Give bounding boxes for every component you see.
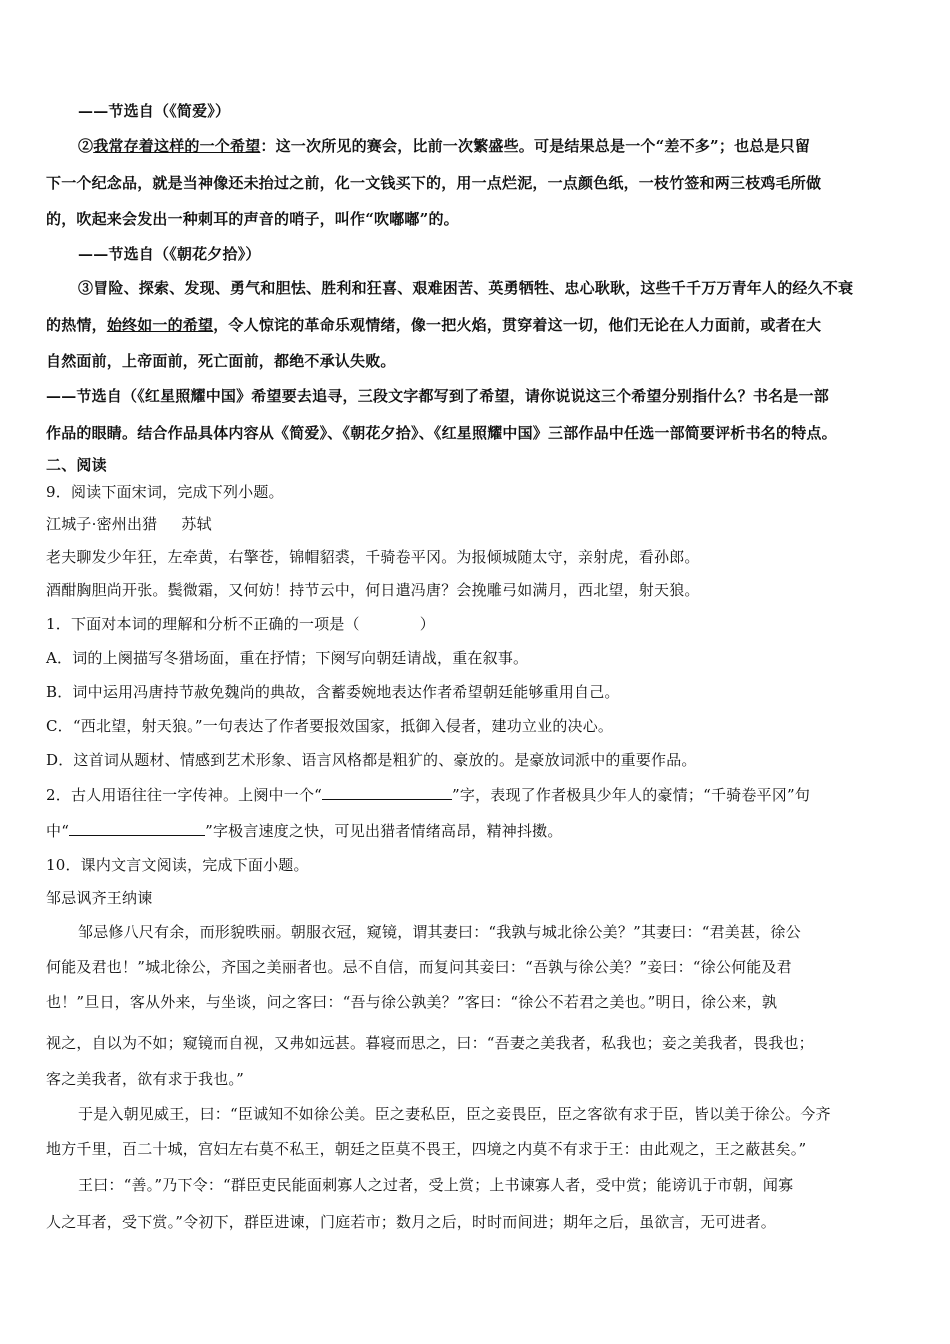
redstar-line-2-pre: 的热情， — [46, 316, 107, 334]
q10-p2-line-1: 于是入朝见威王，曰：“臣诚知不如徐公美。臣之妻私臣，臣之妾畏臣，臣之客欲有求于臣，皆以美于徐公。今齐 — [78, 1105, 831, 1123]
q10-prompt: 10．课内文言文阅读，完成下面小题。 — [46, 856, 309, 874]
q9-sub2-blank-1[interactable] — [322, 785, 452, 800]
redstar-hope-underline: 始终如一的希望 — [106, 316, 214, 334]
zhaohua-line-1-text: ：这一次所见的赛会，比前一次繁盛些。可是结果总是一个“差不多”；也总是只留 — [260, 137, 811, 155]
q10-p1-line-2: 何能及君也！”城北徐公，齐国之美丽者也。忌不自信，而复问其妾曰：“吾孰与徐公美？”妾曰：“徐公何能及君 — [46, 958, 792, 976]
q10-p1-line-3: 也！”旦日，客从外来，与坐谈，问之客曰：“吾与徐公孰美？”客曰：“徐公不若君之美也。”明日，徐公来，孰 — [46, 993, 778, 1011]
q10-p3-line-2: 人之耳者，受下赏。”令初下，群臣进谏，门庭若市；数月之后，时时而间进；期年之后，虽欲言，无可进者。 — [46, 1213, 776, 1231]
redstar-line-3: 自然面前，上帝面前，死亡面前，都绝不承认失败。 — [46, 352, 396, 370]
q10-p1-line-1: 邹忌修八尺有余，而形貌昳丽。朝服衣冠，窥镜，谓其妻曰：“我孰与城北徐公美？”其妻曰：“君美甚，徐公 — [78, 923, 801, 941]
q9-sub2-line-2 — [46, 821, 906, 841]
redstar-line-1 — [78, 278, 906, 298]
poem-title: 江城子·密州出猎 — [46, 515, 158, 533]
redstar-source-question: ——节选自（《红星照耀中国》希望要去追寻，三段文字都写到了希望，请你说说这三个希望分别指什么？书名是一部 — [46, 387, 829, 405]
q9-option-c: C．“西北望，射天狼。”一句表达了作者要报效国家，抵御入侵者，建功立业的决心。 — [46, 717, 614, 735]
jane-eyre-source: ——节选自（《简爱》） — [78, 102, 231, 120]
q10-p1-line-4: 视之，自以为不如；窥镜而自视，又弗如远甚。暮寝而思之，曰：“吾妻之美我者，私我也；妾之美我者，畏我也； — [46, 1034, 814, 1052]
q10-p1-line-5: 客之美我者，欲有求于我也。” — [46, 1070, 244, 1088]
redstar-question-line-2: 作品的眼睛。结合作品具体内容从《简爱》、《朝花夕拾》、《红星照耀中国》三部作品中任选一部简要评析书名的特点。 — [46, 424, 837, 442]
q9-sub1-text: 1．下面对本词的理解和分析不正确的一项是（ — [46, 615, 360, 633]
poem-author: 苏轼 — [181, 515, 212, 533]
q10-p3-line-1: 王曰：“善。”乃下令：“群臣吏民能面刺寡人之过者，受上赏；上书谏寡人者，受中赏；能谤讥于市朝，闻寡 — [78, 1176, 794, 1194]
q9-sub2-line-1 — [46, 785, 906, 805]
section-heading-reading: 二、阅读 — [46, 456, 107, 474]
zhaohua-line-3: 的，吹起来会发出一种刺耳的声音的哨子，叫作“吹嘟嘟”的。 — [46, 210, 459, 228]
poem-line-2: 酒酣胸胆尚开张。鬓微霜，又何妨！持节云中，何日遣冯唐？会挽雕弓如满月，西北望，射天狼。 — [46, 581, 700, 599]
q9-option-b: B．词中运用冯唐持节赦免魏尚的典故，含蓄委婉地表达作者希望朝廷能够重用自己。 — [46, 683, 620, 701]
q10-p2-line-2: 地方千里，百二十城，宫妇左右莫不私王，朝廷之臣莫不畏王，四境之内莫不有求于王：由此观之，王之蔽甚矣。” — [46, 1140, 807, 1158]
redstar-marker: ③ — [78, 279, 94, 297]
zhaohua-line-2: 下一个纪念品，就是当神像还未抬过之前，化一文钱买下的，用一点烂泥，一点颜色纸，一枝竹签和两三枝鸡毛所做 — [46, 174, 822, 192]
q9-sub2-part-c: 中“ — [46, 822, 70, 840]
poem-heading — [46, 514, 906, 534]
q9-sub1 — [46, 614, 906, 634]
zhaohua-line-1 — [78, 136, 906, 156]
q9-sub2-blank-2[interactable] — [69, 821, 205, 836]
q9-option-a: A．词的上阕描写冬猎场面，重在抒情；下阕写向朝廷请战，重在叙事。 — [46, 649, 529, 667]
q9-sub2-part-a: 2．古人用语往往一字传神。上阕中一个“ — [46, 786, 323, 804]
q9-sub1-close: ） — [419, 615, 435, 633]
zhaohua-hope-underline: 我常存着这样的一个希望 — [93, 137, 261, 155]
redstar-line-2-text: ，令人惊诧的革命乐观情绪，像一把火焰，贯穿着这一切，他们无论在人力面前，或者在大 — [213, 316, 822, 334]
zhaohua-marker: ② — [78, 137, 94, 155]
q9-prompt: 9．阅读下面宋词，完成下列小题。 — [46, 483, 284, 501]
redstar-line-2 — [46, 315, 906, 335]
zhaohua-source: ——节选自（《朝花夕拾》） — [78, 245, 261, 263]
poem-line-1: 老夫聊发少年狂，左牵黄，右擎苍，锦帽貂裘，千骑卷平冈。为报倾城随太守，亲射虎，看孙郎。 — [46, 548, 700, 566]
q10-title: 邹忌讽齐王纳谏 — [46, 889, 153, 907]
q9-sub2-part-b: ”字，表现了作者极具少年人的豪情；“千骑卷平冈”句 — [452, 786, 811, 804]
q9-option-d: D．这首词从题材、情感到艺术形象、语言风格都是粗犷的、豪放的。是豪放词派中的重要作品。 — [46, 751, 697, 769]
redstar-line-1-text: 冒险、探索、发现、勇气和胆怯、胜利和狂喜、艰难困苦、英勇牺牲、忠心耿耿，这些千千万万青年人的经久不衰 — [93, 279, 854, 297]
q9-sub2-part-d: ”字极言速度之快，可见出猎者情绪高昂，精神抖擞。 — [205, 822, 563, 840]
